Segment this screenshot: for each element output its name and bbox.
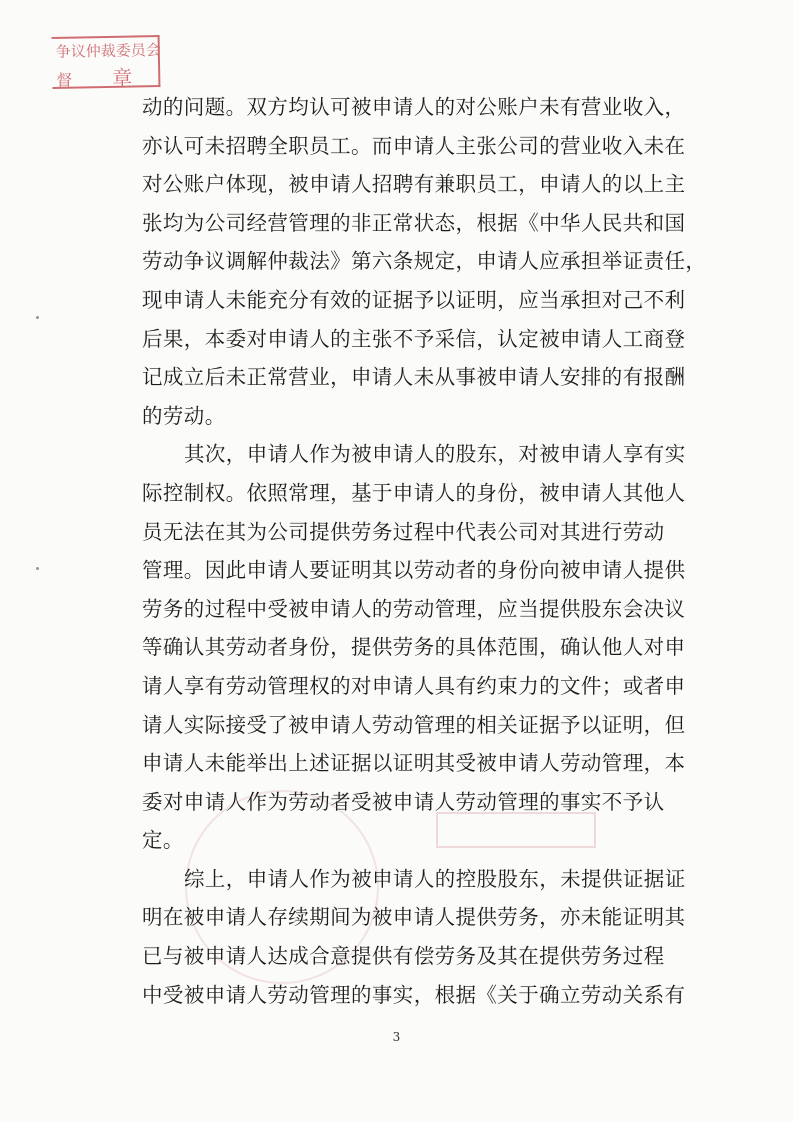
seal-text-line1: 争议仲裁委员会	[55, 41, 161, 61]
text-line: 的劳动。	[142, 403, 226, 428]
text-line: 委对申请人作为劳动者受被申请人劳动管理的事实不予认	[142, 789, 665, 814]
scan-speck	[36, 316, 39, 319]
paragraph-2	[132, 435, 692, 860]
seal-text-right: 章	[112, 65, 133, 90]
text-line: 综上，申请人作为被申请人的控股股东，未提供证据证	[184, 866, 686, 891]
text-line: 其次，申请人作为被申请人的股东，对被申请人享有实	[184, 442, 686, 467]
text-line: 劳动争议调解仲裁法》第六条规定，申请人应承担举证责任，	[142, 249, 707, 274]
paragraph-3	[132, 860, 692, 1014]
body-text	[132, 88, 707, 1014]
text-line: 请人实际接受了被申请人劳动管理的相关证据予以证明，但	[142, 712, 686, 737]
text-line: 明在被申请人存续期间为被申请人提供劳务，亦未能证明其	[142, 905, 686, 930]
text-line: 定。	[142, 828, 184, 853]
text-line: 等确认其劳动者身份，提供劳务的具体范围，确认他人对申	[142, 635, 686, 660]
text-line: 申请人未能举出上述证据以证明其受被申请人劳动管理，本	[142, 751, 686, 776]
text-line: 管理。因此申请人要证明其以劳动者的身份向被申请人提供	[142, 558, 686, 583]
text-line: 已与被申请人达成合意提供有偿劳务及其在提供劳务过程	[142, 944, 665, 969]
page-number: 3	[392, 1030, 401, 1044]
seal-text-line2	[56, 62, 133, 92]
text-line: 现申请人未能充分有效的证据予以证明，应当承担对己不利	[142, 287, 686, 312]
paragraph-1	[132, 88, 707, 435]
text-line: 后果，本委对申请人的主张不予采信，认定被申请人工商登	[142, 326, 686, 351]
text-line: 中受被申请人劳动管理的事实，根据《关于确立劳动关系有	[142, 982, 686, 1007]
text-line: 张均为公司经营管理的非正常状态，根据《中华人民共和国	[142, 210, 686, 235]
text-line: 请人享有劳动管理权的对申请人具有约束力的文件；或者申	[142, 673, 686, 698]
text-line: 动的问题。双方均认可被申请人的对公账户未有营业收入，	[142, 95, 686, 119]
text-line: 劳务的过程中受被申请人的劳动管理，应当提供股东会决议	[142, 596, 686, 621]
red-seal-stamp	[52, 35, 161, 89]
text-line: 亦认可未招聘全职员工。而申请人主张公司的营业收入未在	[142, 133, 686, 158]
text-line: 际控制权。依照常理，基于申请人的身份，被申请人其他人	[142, 480, 686, 505]
text-line: 对公账户体现，被申请人招聘有兼职员工，申请人的以上主	[142, 172, 686, 197]
text-line: 记成立后未正常营业，申请人未从事被申请人安排的有报酬	[142, 365, 686, 390]
scan-speck	[36, 567, 39, 570]
text-line: 员无法在其为公司提供劳务过程中代表公司对其进行劳动	[142, 519, 665, 544]
seal-text-left: 督	[56, 70, 73, 90]
